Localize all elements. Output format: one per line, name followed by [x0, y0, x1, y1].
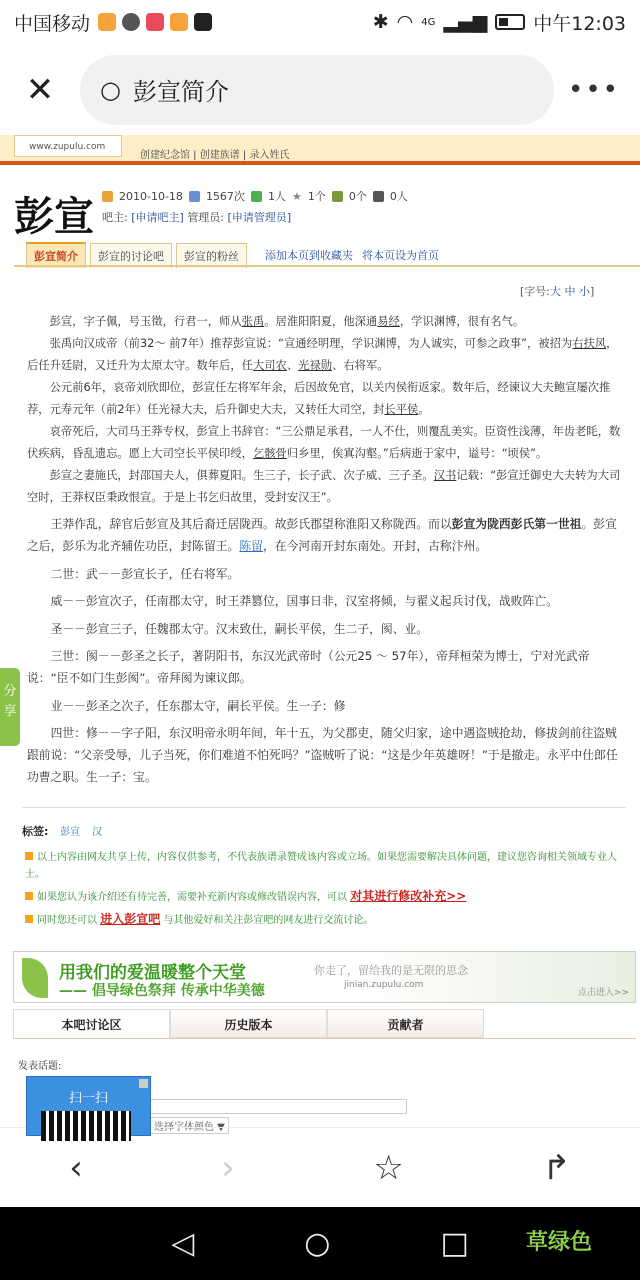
leaf-icon	[22, 958, 48, 998]
qr-popup	[26, 1076, 151, 1136]
watermark: 草绿色	[525, 1230, 592, 1255]
app-icon	[98, 13, 116, 31]
chart-icon	[189, 191, 200, 202]
forward-icon[interactable]: ›	[221, 1147, 235, 1188]
tag-link[interactable]: 彭宣	[60, 827, 81, 838]
text: 哀帝死后，大司马王莽专权，彭宣上书辞官：“三公鼎足承君，一人不仕，则覆乱美实。臣资性浅薄，年齿老眊，数伏疾病，昏乱遗忘。愿上大司空长平侯印绶，	[27, 425, 621, 460]
notes-count: 0个	[348, 190, 367, 203]
tag-link[interactable]: 汉	[92, 827, 103, 838]
title-section	[0, 165, 640, 243]
ad-banner[interactable]	[13, 951, 636, 1003]
admin-label: 管理员:	[187, 211, 225, 224]
text: 、	[286, 359, 299, 372]
share-button[interactable]: 分享	[0, 668, 20, 746]
notice-list	[25, 849, 625, 934]
stats-row	[102, 188, 408, 204]
bold-text: 彭宣为陇西彭氏第一世祖	[451, 517, 582, 531]
text: 王莽作乱，辞官后彭宣及其后裔迁居陇西。故彭氏郡望称淮阳又称陇西。而以	[50, 517, 452, 531]
font-size-end: ]	[590, 285, 595, 298]
bullet-icon	[25, 915, 33, 923]
link[interactable]: 陈留	[239, 539, 263, 553]
page-title: 彭宣	[14, 194, 94, 240]
text: 同时您还可以	[37, 915, 97, 926]
apply-admin-link[interactable]: [申请管理员]	[227, 211, 292, 224]
tab-fans[interactable]: 彭宣的粉丝	[176, 243, 247, 268]
status-bar	[0, 0, 640, 44]
calendar-icon	[102, 191, 113, 202]
web-content	[0, 135, 640, 1133]
stars: 1个	[307, 190, 326, 203]
paragraph	[27, 465, 625, 509]
link[interactable]: 张禹	[241, 315, 265, 328]
recents-icon[interactable]: □	[440, 1226, 469, 1261]
chat-icon	[122, 13, 140, 31]
notice	[25, 911, 625, 929]
tags	[22, 823, 102, 839]
tags-label: 标签:	[22, 825, 49, 838]
users-icon	[251, 191, 262, 202]
notice	[25, 849, 625, 883]
text: 以上内容由网友共享上传，内容仅供参考，不代表族谱录赞成该内容或立场。如果您需要解决具体问题，建议您咨询相关领域专业人士。	[25, 852, 617, 880]
set-homepage-link[interactable]: 将本页设为首页	[362, 249, 439, 262]
post-topic-label: 发表话题:	[18, 1061, 62, 1072]
text: 。居淮阳阳夏，他深通	[264, 315, 378, 328]
search-text: 彭宣简介	[132, 78, 229, 106]
paragraph: 二世：武－－彭宣长子，任右将军。	[50, 566, 240, 581]
search-icon: ○	[100, 75, 121, 104]
note-icon	[332, 191, 343, 202]
paragraph: 三世：阂－－彭圣之长子，著阴阳书，东汉光武帝时（公元25 ～ 57年），帝拜桓荣为博士，宁对光武帝说：“臣不如门生彭阂”。帝拜阂为谏议郎。	[27, 649, 590, 685]
site-banner	[0, 135, 640, 161]
topic-input[interactable]	[150, 1099, 407, 1114]
article-section-1	[27, 311, 625, 509]
add-favorite-link[interactable]: 添加本页到收藏夹	[265, 249, 353, 262]
video-icon	[170, 13, 188, 31]
bullet-icon	[25, 892, 33, 900]
views: 1567次	[205, 190, 245, 203]
battery-icon	[495, 14, 525, 30]
wifi-icon: ◠	[396, 11, 414, 33]
signal-icon: ▂▄▆	[443, 11, 488, 33]
link[interactable]: 光禄勋	[298, 359, 333, 372]
back-icon[interactable]: ◁	[171, 1226, 195, 1261]
tiktok-icon	[194, 13, 212, 31]
tab-contributors[interactable]: 贡献者	[327, 1009, 484, 1038]
star-icon[interactable]: ☆	[373, 1147, 404, 1188]
text: ，在今河南开封东南处。开封，古称汴州。	[262, 539, 488, 553]
text: 与其他爱好和关注彭宣吧的网友进行交流讨论。	[163, 915, 374, 926]
paragraph	[27, 513, 625, 557]
close-icon[interactable]	[139, 1079, 148, 1088]
bluetooth-icon: ✱	[372, 11, 389, 33]
text: 。彭宣之后，彭乐为北齐辅佐功臣，封陈留王。	[27, 517, 617, 553]
link[interactable]: 易经	[377, 315, 400, 328]
text: 彭宣，字子佩，号玉徵，行君一，师从	[49, 315, 242, 328]
person-icon	[373, 191, 384, 202]
font-color-select[interactable]: 选择字体颜色 ▼	[150, 1117, 229, 1134]
more-icon[interactable]: •••	[567, 74, 620, 105]
font-size-label: [字号:	[520, 285, 550, 298]
qr-label: 扫一扫	[68, 1091, 108, 1106]
app-icon	[146, 13, 164, 31]
paragraph: 业－－彭圣之次子，任东郡太守，嗣长平侯。生一子：修	[50, 698, 346, 713]
link[interactable]: 汉书	[433, 469, 457, 482]
ad-subline: —— 倡导绿色祭拜 传承中华美德	[59, 983, 265, 999]
link[interactable]: 乞骸骨	[252, 447, 287, 460]
ad-quote: 你走了，留给我的是无限的思念	[314, 964, 468, 977]
text: 归乡里，俟寘沟壑。”后病逝于家中，谥号：“顷侯”。	[286, 447, 548, 460]
font-small[interactable]: 小	[579, 285, 590, 298]
text: 记载：“彭宣迁御史大夫转为大司空时，王莽权臣秉政恨宣。于是上书乞归故里，受封安汉王”。	[27, 469, 621, 504]
admin-row	[102, 209, 291, 225]
back-icon[interactable]: ‹	[69, 1147, 83, 1188]
ad-headline: 用我们的爱温暖整个天堂	[59, 963, 246, 983]
enter-bar-link[interactable]: 进入彭宣吧	[100, 912, 161, 926]
date: 2010-10-18	[119, 189, 183, 203]
home-icon[interactable]: ○	[304, 1226, 331, 1261]
paragraph	[27, 421, 625, 465]
tab-discussion[interactable]: 彭宣的讨论吧	[90, 243, 172, 268]
text: 如果您认为该介绍还有待完善，需要补充新内容或修改错误内容，可以	[37, 892, 347, 903]
font-large[interactable]: 大	[550, 285, 561, 298]
star-icon: ★	[291, 189, 302, 203]
network-type: 4G	[421, 16, 436, 28]
clock: 中午12:03	[533, 12, 626, 35]
owner-label: 吧主:	[102, 211, 128, 224]
article-section-2	[27, 513, 625, 794]
ad-url: jinian.zupulu.com	[344, 980, 424, 990]
text: ，学识渊博，很有名气。	[399, 315, 525, 328]
search-input[interactable]	[80, 55, 554, 125]
tab-discussion-area[interactable]: 本吧讨论区	[13, 1009, 170, 1038]
divider	[22, 807, 626, 808]
bullet-icon	[25, 852, 33, 860]
link[interactable]: 长平侯	[384, 403, 419, 416]
text: 公元前6年，哀帝刘欣即位，彭宣任左将军年余，后因故免官，以关内侯衔返家。数年后，经谏议大夫鲍宣屡次推荐，元寿元年（前2年）任光禄大夫，后升御史大夫，又转任大司空，封	[27, 381, 611, 416]
notice	[25, 888, 625, 906]
text: 。	[418, 403, 430, 416]
text: 、右将军。	[332, 359, 389, 372]
paragraph	[27, 311, 625, 333]
paragraph	[27, 333, 625, 377]
link[interactable]: 大司农	[252, 359, 287, 372]
bottom-tabs	[13, 1009, 636, 1039]
members: 1人	[267, 190, 286, 203]
text: ，后任升廷尉，又迁升为太原太守。数年后，任	[27, 337, 618, 372]
share-icon[interactable]: ↱	[542, 1147, 571, 1188]
paragraph: 四世：修－－字子阳，东汉明帝永明年间，年十五，为父郡吏，随父归家，途中遇盗贼抢劫，修拔剑前往盗贼跟前说：“父亲受辱，儿子当死，你们难道不怕死吗？”盗贼听了说：“这是少年英雄呀！”于是撤走。永平中仕郎任功曹之职。生一子：宝。	[27, 726, 618, 784]
ad-enter-link[interactable]: 点击进入>>	[577, 988, 629, 998]
site-logo[interactable]: www.zupulu.com	[14, 135, 122, 157]
font-size-control	[520, 283, 594, 299]
tab-intro[interactable]: 彭宣简介	[26, 242, 86, 268]
qr-code	[41, 1111, 131, 1141]
edit-link[interactable]: 对其进行修改补充>>	[350, 889, 467, 903]
tab-history[interactable]: 历史版本	[170, 1009, 327, 1038]
fans: 0人	[389, 190, 408, 203]
paragraph	[27, 377, 625, 421]
text: 张禹向汉成帝（前32～ 前7年）推荐彭宣说：“宣通经明理，学识渊博，为人诚实，可参之政事”，被招为	[49, 337, 573, 350]
carrier: 中国移动	[14, 12, 91, 35]
text: 彭宣之妻施氏，封邵国夫人，俱葬夏阳。生三子，长子武、次子威、三子圣。	[49, 469, 434, 482]
link[interactable]: 右扶风	[572, 337, 607, 350]
close-icon[interactable]: ✕	[25, 69, 55, 110]
notification-icons	[98, 13, 212, 31]
apply-owner-link[interactable]: [申请吧主]	[131, 211, 184, 224]
font-medium[interactable]: 中	[564, 285, 576, 298]
paragraph: 圣－－彭宣三子，任魏郡太守。汉末致仕，嗣长平侯，生二子，阂、业。	[50, 621, 429, 636]
divider	[14, 265, 640, 267]
paragraph: 威－－彭宣次子，任南郡太守，时王莽篡位，国事日非，汉室将倾，与翟义起兵讨伐，战败阵亡。	[50, 594, 558, 608]
banner-links[interactable]: 创建纪念馆 | 创建族谱 | 录入姓氏	[140, 150, 290, 161]
browser-header	[0, 44, 640, 135]
